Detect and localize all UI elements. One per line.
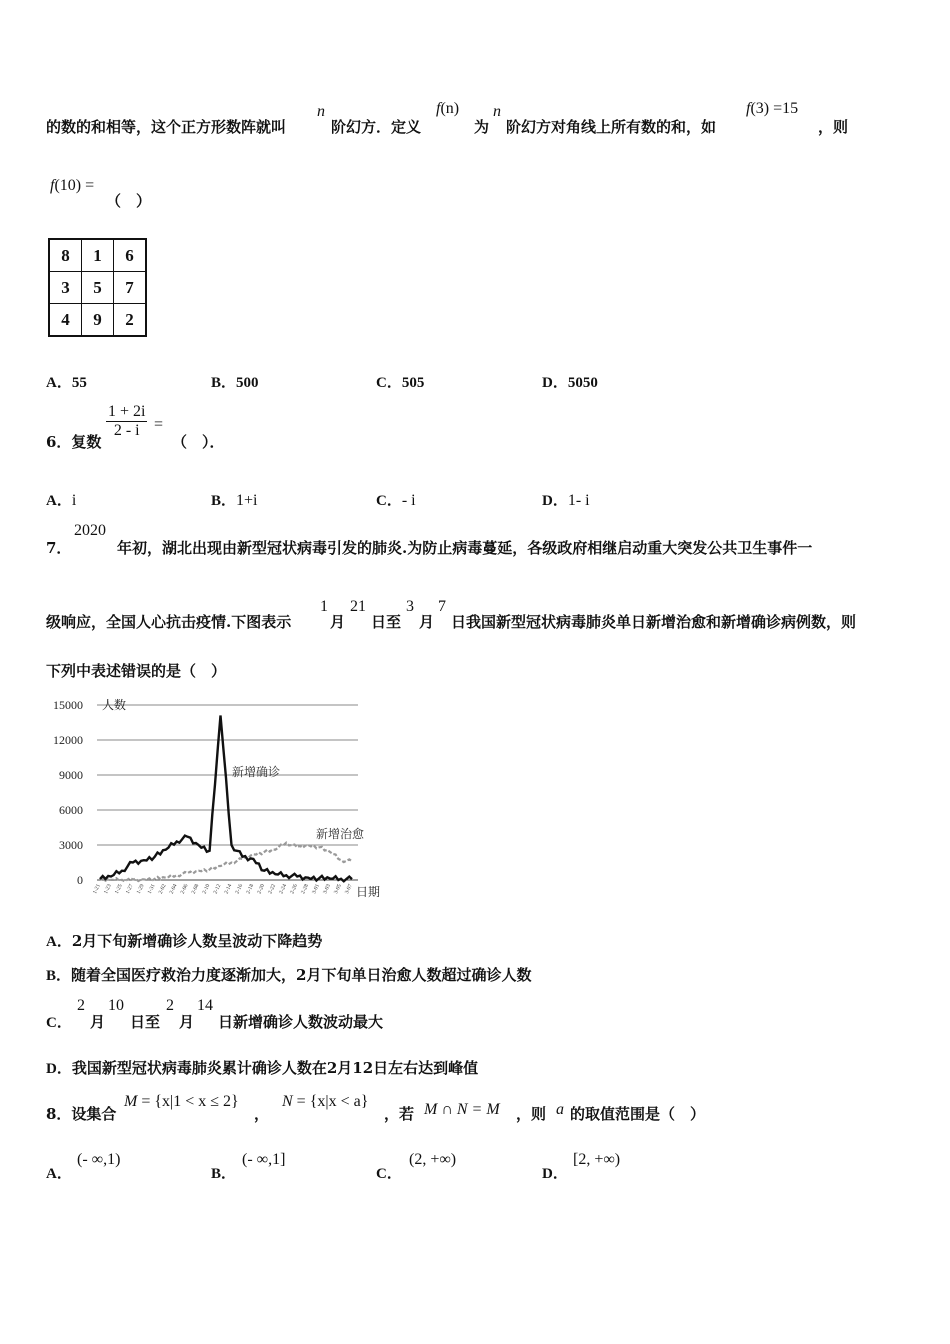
q6-fraction xyxy=(106,403,147,440)
chart-x-tick-label: 3-01 xyxy=(311,883,321,895)
q5-line1-text-b: 阶幻方．定义 xyxy=(331,118,422,136)
chart-y-tick-label: 15000 xyxy=(53,698,83,712)
q7-year: 2020 xyxy=(74,522,106,539)
chart-x-tick-label: 1-25 xyxy=(114,883,124,895)
q8-comma: ， xyxy=(254,1105,270,1123)
q6-option-b[interactable] xyxy=(211,489,257,510)
q5-fn-arg: (n) xyxy=(440,100,460,117)
q8-option-d-value[interactable]: [2, +∞) xyxy=(573,1151,621,1168)
q7-line2-b: 日我国新型冠状病毒肺炎单日新增治愈和新增确诊病例数，则 xyxy=(451,613,857,631)
magic-cell: 2 xyxy=(114,304,147,337)
chart-x-ticks xyxy=(92,883,354,895)
option-letter: B． xyxy=(211,493,237,509)
magic-cell: 9 xyxy=(82,304,114,337)
chart-x-tick-label: 2-20 xyxy=(256,883,267,895)
chart-x-tick-label: 3-05 xyxy=(333,883,343,895)
chart-x-tick-label: 2-24 xyxy=(278,883,289,895)
q8-n-set: = {x|x < a} xyxy=(296,1093,369,1110)
q7-c-t4[interactable]: 日新增确诊人数波动最大 xyxy=(218,1013,384,1031)
q7-month2: 3 xyxy=(406,598,414,615)
chart-x-tick-label: 2-28 xyxy=(300,883,310,895)
magic-cell: 4 xyxy=(49,304,82,337)
option-letter: C． xyxy=(376,1166,402,1182)
q5-line1-text-e: ，则 xyxy=(818,118,849,136)
magic-row xyxy=(49,239,146,272)
q7-c-d1[interactable]: 10 xyxy=(108,997,124,1014)
q6-frac xyxy=(106,403,147,440)
q8-set-n xyxy=(282,1093,368,1111)
chart-x-tick-label: 3-07 xyxy=(344,883,354,895)
q8-option-c[interactable] xyxy=(376,1162,402,1183)
q6-frac-num: 1 + 2i xyxy=(108,403,146,420)
q7-yue2: 月 xyxy=(419,613,435,631)
chart-x-tick-label: 2-26 xyxy=(289,883,300,895)
q7-c-d2[interactable]: 14 xyxy=(197,997,213,1014)
option-letter: B． xyxy=(46,968,72,984)
chart-y-tick-label: 9000 xyxy=(59,768,83,782)
chart-x-tick-label: 1-23 xyxy=(103,883,113,895)
q8-label: 8．设集合 xyxy=(46,1105,117,1123)
chart-x-tick-label: 2-12 xyxy=(212,883,223,895)
q5-f3-expr xyxy=(746,100,798,118)
q7-option-c[interactable] xyxy=(46,1011,72,1032)
q6-label: 6．复数 xyxy=(46,433,102,451)
option-letter: D． xyxy=(542,493,568,509)
option-value: 500 xyxy=(236,375,259,391)
q8-ze: ，则 xyxy=(516,1105,547,1123)
q7-option-d[interactable] xyxy=(46,1057,478,1078)
q5-f10-f: f xyxy=(50,177,55,194)
magic-cell: 1 xyxy=(82,239,114,272)
q7-line3: 下列中表述错误的是（ ） xyxy=(46,662,227,680)
option-letter: C． xyxy=(376,375,402,391)
option-text: 我国新型冠状病毒肺炎累计确诊人数在2月12日左右达到峰值 xyxy=(71,1059,479,1077)
q7-option-a[interactable] xyxy=(46,930,322,951)
chart-x-tick-label: 1-27 xyxy=(124,883,135,895)
q7-c-t3[interactable]: 月 xyxy=(179,1013,195,1031)
chart-x-tick-label: 2-02 xyxy=(157,883,168,895)
magic-cell: 5 xyxy=(82,272,114,304)
q5-f3-f: f xyxy=(746,100,751,117)
chart-x-tick-label: 2-08 xyxy=(190,883,201,895)
option-letter: A． xyxy=(46,1166,72,1182)
option-text: 2月下旬新增确诊人数呈波动下降趋势 xyxy=(71,932,323,950)
q5-n-var-2: n xyxy=(493,103,501,120)
chart-x-tick-label: 2-14 xyxy=(223,883,234,895)
q7-c-m1[interactable]: 2 xyxy=(77,997,85,1014)
option-letter: A． xyxy=(46,934,72,950)
q8-set-m xyxy=(124,1093,239,1111)
chart-x-tick-label: 2-10 xyxy=(201,883,212,895)
option-value: 505 xyxy=(401,375,425,391)
chart-y-tick-label: 12000 xyxy=(53,733,83,747)
q5-f10-expr xyxy=(50,177,94,195)
q5-option-c[interactable] xyxy=(376,371,424,392)
q5-n-var: n xyxy=(317,103,325,120)
q5-fn-f: f xyxy=(436,100,441,117)
q8-condition: M ∩ N = M xyxy=(424,1101,500,1118)
q6-frac-den: 2 - i xyxy=(113,422,140,439)
q7-yue1: 月 xyxy=(330,613,346,631)
q8-ruo: ，若 xyxy=(384,1105,415,1123)
q7-day1: 21 xyxy=(350,598,366,615)
q8-option-c-value[interactable]: (2, +∞) xyxy=(409,1151,457,1168)
magic-cell: 8 xyxy=(49,239,82,272)
option-letter: A． xyxy=(46,493,72,509)
chart-y-tick-label: 6000 xyxy=(59,803,83,817)
magic-square-figure xyxy=(48,238,147,337)
q7-c-t1[interactable]: 月 xyxy=(90,1013,106,1031)
magic-cell: 7 xyxy=(114,272,147,304)
q8-option-a-value[interactable]: (- ∞,1) xyxy=(77,1151,121,1168)
option-value: - i xyxy=(401,492,416,509)
option-value: 1- i xyxy=(567,492,590,509)
q7-option-b[interactable] xyxy=(46,964,531,985)
magic-cell: 3 xyxy=(49,272,82,304)
option-text: 随着全国医疗救治力度逐渐加大，2月下旬单日治愈人数超过确诊人数 xyxy=(71,966,532,984)
annotation-new-confirmed: 新增确诊 xyxy=(232,765,281,779)
q8-option-b-value[interactable]: (- ∞,1] xyxy=(242,1151,286,1168)
q7-label: 7． xyxy=(46,539,72,557)
q5-line1-text-a: 的数的和相等，这个正方形数阵就叫 xyxy=(46,118,287,136)
q7-month1: 1 xyxy=(320,598,328,615)
chart-y-ticks xyxy=(53,698,83,887)
option-value: 5050 xyxy=(567,375,598,391)
q8-n-var: N xyxy=(282,1093,293,1110)
q5-line1-text-c: 为 xyxy=(474,118,490,136)
q8-m-var: M xyxy=(124,1093,138,1110)
q6-option-c[interactable] xyxy=(376,489,416,510)
chart-x-tick-label: 2-04 xyxy=(168,883,179,895)
q5-option-a[interactable] xyxy=(46,371,87,392)
q5-option-b[interactable] xyxy=(211,371,259,392)
chart-x-tick-label: 1-29 xyxy=(135,883,146,895)
magic-square-table xyxy=(48,238,147,337)
q6-option-a[interactable] xyxy=(46,489,76,510)
chart-x-tick-label: 2-16 xyxy=(234,883,245,895)
q7-line1: 年初，湖北出现由新型冠状病毒引发的肺炎.为防止病毒蔓延，各级政府相继启动重大突发公共卫生事件一 xyxy=(117,539,813,557)
magic-cell: 6 xyxy=(114,239,147,272)
option-letter: C． xyxy=(376,493,402,509)
chart-x-tick-label: 2-18 xyxy=(245,883,256,895)
q7-c-t2[interactable]: 日至 xyxy=(130,1013,161,1031)
chart-x-tick-label: 1-31 xyxy=(146,883,157,895)
q8-option-d[interactable] xyxy=(542,1162,568,1183)
annotation-new-cured: 新增治愈 xyxy=(316,827,365,841)
q5-f10-rest: (10) = xyxy=(54,177,95,194)
q7-day2: 7 xyxy=(438,598,446,615)
option-letter: D． xyxy=(542,1166,568,1182)
option-value: 55 xyxy=(71,375,87,391)
option-letter: A． xyxy=(46,375,72,391)
option-letter: B． xyxy=(211,1166,237,1182)
q5-f3-rest: (3) =15 xyxy=(750,100,799,117)
chart-x-label: 日期 xyxy=(356,885,381,899)
q6-option-d[interactable] xyxy=(542,489,590,510)
covid-line-chart xyxy=(40,690,390,905)
q6-paren: （ ）． xyxy=(172,433,225,451)
option-letter: B． xyxy=(211,375,237,391)
q5-line1-text-d: 阶幻方对角线上所有数的和，如 xyxy=(506,118,717,136)
q6-eq: = xyxy=(154,416,164,433)
magic-row xyxy=(49,304,146,337)
q7-ri-zhi: 日至 xyxy=(371,613,402,631)
q8-option-b[interactable] xyxy=(211,1162,236,1183)
q8-m-set: = {x|1 < x ≤ 2} xyxy=(141,1093,239,1110)
q8-tail: 的取值范围是（ ） xyxy=(570,1105,706,1123)
chart-y-label: 人数 xyxy=(102,698,127,712)
chart-x-tick-label: 3-03 xyxy=(322,883,332,895)
q8-option-a[interactable] xyxy=(46,1162,72,1183)
chart-y-tick-label: 0 xyxy=(77,873,83,887)
chart-x-tick-label: 2-06 xyxy=(179,883,190,895)
q5-fn-expr xyxy=(436,100,459,118)
option-value: 1+i xyxy=(236,492,258,509)
q5-paren: （ ） xyxy=(106,192,152,210)
q7-c-m2[interactable]: 2 xyxy=(166,997,174,1014)
option-letter: D． xyxy=(542,375,568,391)
chart-x-tick-label: 2-22 xyxy=(267,883,278,895)
option-value: i xyxy=(71,492,77,509)
chart-x-tick-label: 1-21 xyxy=(92,883,102,895)
chart-y-tick-label: 3000 xyxy=(59,838,83,852)
chart-gridlines xyxy=(97,705,358,845)
option-letter: D． xyxy=(46,1061,72,1077)
q5-option-d[interactable] xyxy=(542,371,598,392)
q8-a-var: a xyxy=(556,1101,564,1118)
q7-line2-a: 级响应，全国人心抗击疫情.下图表示 xyxy=(46,613,292,631)
option-letter: C． xyxy=(46,1015,72,1031)
magic-row xyxy=(49,272,146,304)
